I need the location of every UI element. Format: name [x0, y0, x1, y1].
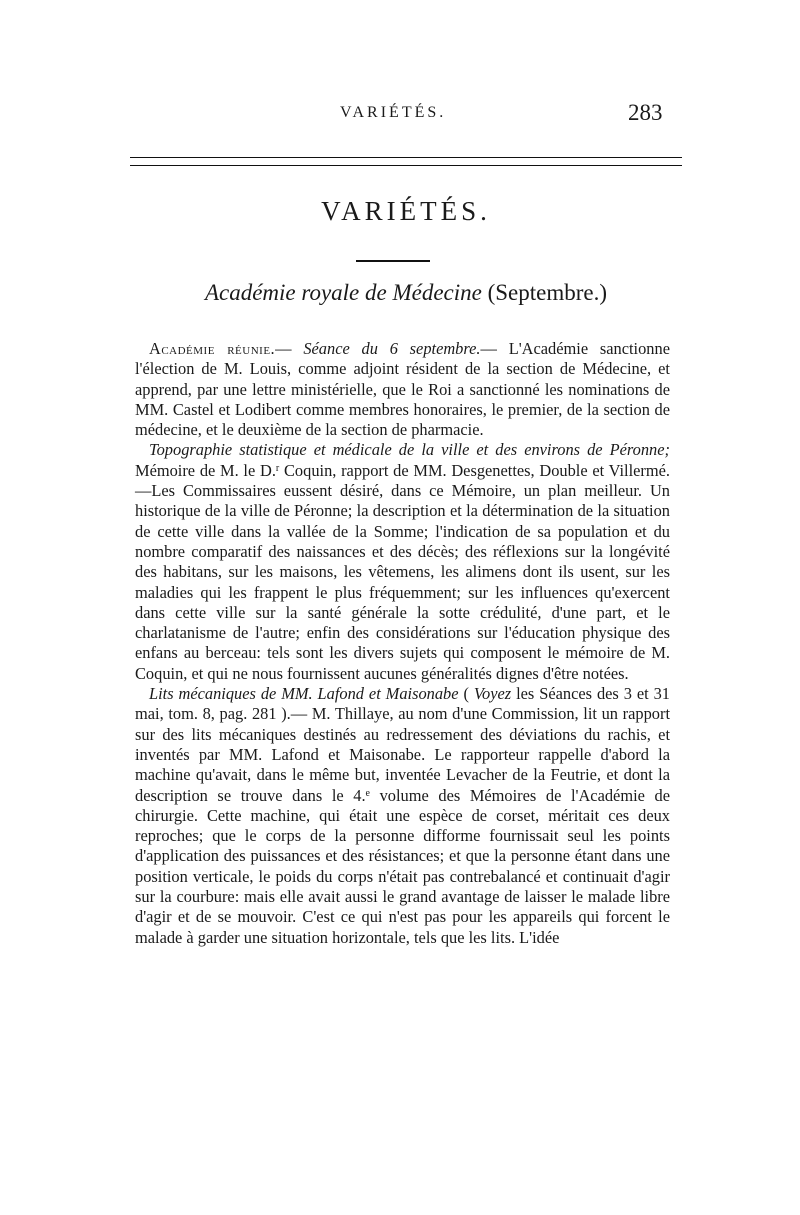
- header-double-rule: [130, 157, 682, 166]
- paragraph-lead: Académie réunie.: [149, 339, 276, 358]
- paragraph-text: volume des Mémoires de l'Académie de chirurgie. Cette machine, qui était une espèce de corset, méritait ces deux reproches; que le corps de la personne difforme fournissait seul les points d'application des puissances et des résistances; et que la personne étant dans une position verticale, le poids du corps n'était pas contrebalancé et continuait d'agir sur la courbure: mais elle avait aussi le grand avantage de laisser le malade libre d'agir et de se mouvoir. C'est ce qui n'est pas pour les appareils qui forcent le malade à garder une situation horizontale, tels que les lits. L'idée: [135, 785, 670, 947]
- running-head: [0, 100, 800, 130]
- paragraph-seance: [135, 339, 670, 440]
- paragraph-topographie: [135, 440, 670, 684]
- paren-open: (: [458, 684, 474, 704]
- subtitle-month: (Septembre.): [481, 280, 608, 305]
- subtitle: [0, 280, 800, 306]
- paragraph-text: les Séances des 3 et 31 mai, tom. 8, pag. 281 ).— M. Thillaye, au nom d'une Commission, lit un rapport sur des lits mécaniques destinés au redressement des déviations du rachis, et inventés par MM. Lafond et Maisonabe. Le rapporteur rappelle d'abord la machine qu'avait, dans le même but, inventée Levacher de la Feutrie, et dont la description se trouve dans le 4.: [135, 684, 670, 805]
- paragraph-text: Coquin, rapport de MM. Desgenettes, Double et Villermé.—Les Commissaires eussent désiré, dans ce Mémoire, un plan meilleur. Un historique de la ville de Péronne; la description et la détermination de la situation de cette ville dans la vallée de la Somme; l'indication de sa population et du nombre comparatif des naissances et des décès; des réflexions sur la longévité des habitans, sur les maisons, les vêtemens, les alimens dont ils usent, sur les maladies qui les frappent le plus fréquemment; sur les influences qu'exercent dans cette ville sur la santé générale la sotte crédulité, d'une part, et le charlatanisme de l'autre; enfin des considérations sur l'éducation physique des enfans au berceau: tels sont les divers sujets qui composent le mémoire de M. Coquin, et qui ne nous fournissent aucunes généralités dignes d'être notées.: [135, 460, 670, 683]
- body-text: [135, 339, 670, 948]
- paragraph-text: — L'Académie sanctionne l'élection de M. Louis, comme adjoint résident de la section de Médecine, et apprend, par une lettre ministérielle, que le Roi a sanctionné les nominations de MM. Castel et Lodibert comme membres honoraires, le premier, de la section de médecine, et le deuxième de la section de pharmacie.: [135, 339, 670, 440]
- page-number: 283: [628, 100, 663, 125]
- title-rule: [356, 260, 430, 262]
- seance-date: Séance du 6 septembre.: [303, 339, 481, 358]
- running-title: VARIÉTÉS.: [340, 104, 447, 121]
- voyez: Voyez: [473, 684, 512, 704]
- paragraph-text: Mémoire de M. le D.: [135, 460, 276, 480]
- dash: —: [275, 339, 304, 358]
- superscript: r: [275, 462, 280, 474]
- paragraph-heading: Topographie statistique et médicale de la ville et des environs de Péronne;: [149, 440, 670, 460]
- paragraph-lits: [135, 684, 670, 948]
- section-title: VARIÉTÉS.: [321, 196, 491, 226]
- paragraph-heading: Lits mécaniques de MM. Lafond et Maisonabe: [149, 684, 459, 704]
- subtitle-academy: Académie royale de Médecine: [204, 280, 482, 305]
- superscript: e: [365, 787, 370, 799]
